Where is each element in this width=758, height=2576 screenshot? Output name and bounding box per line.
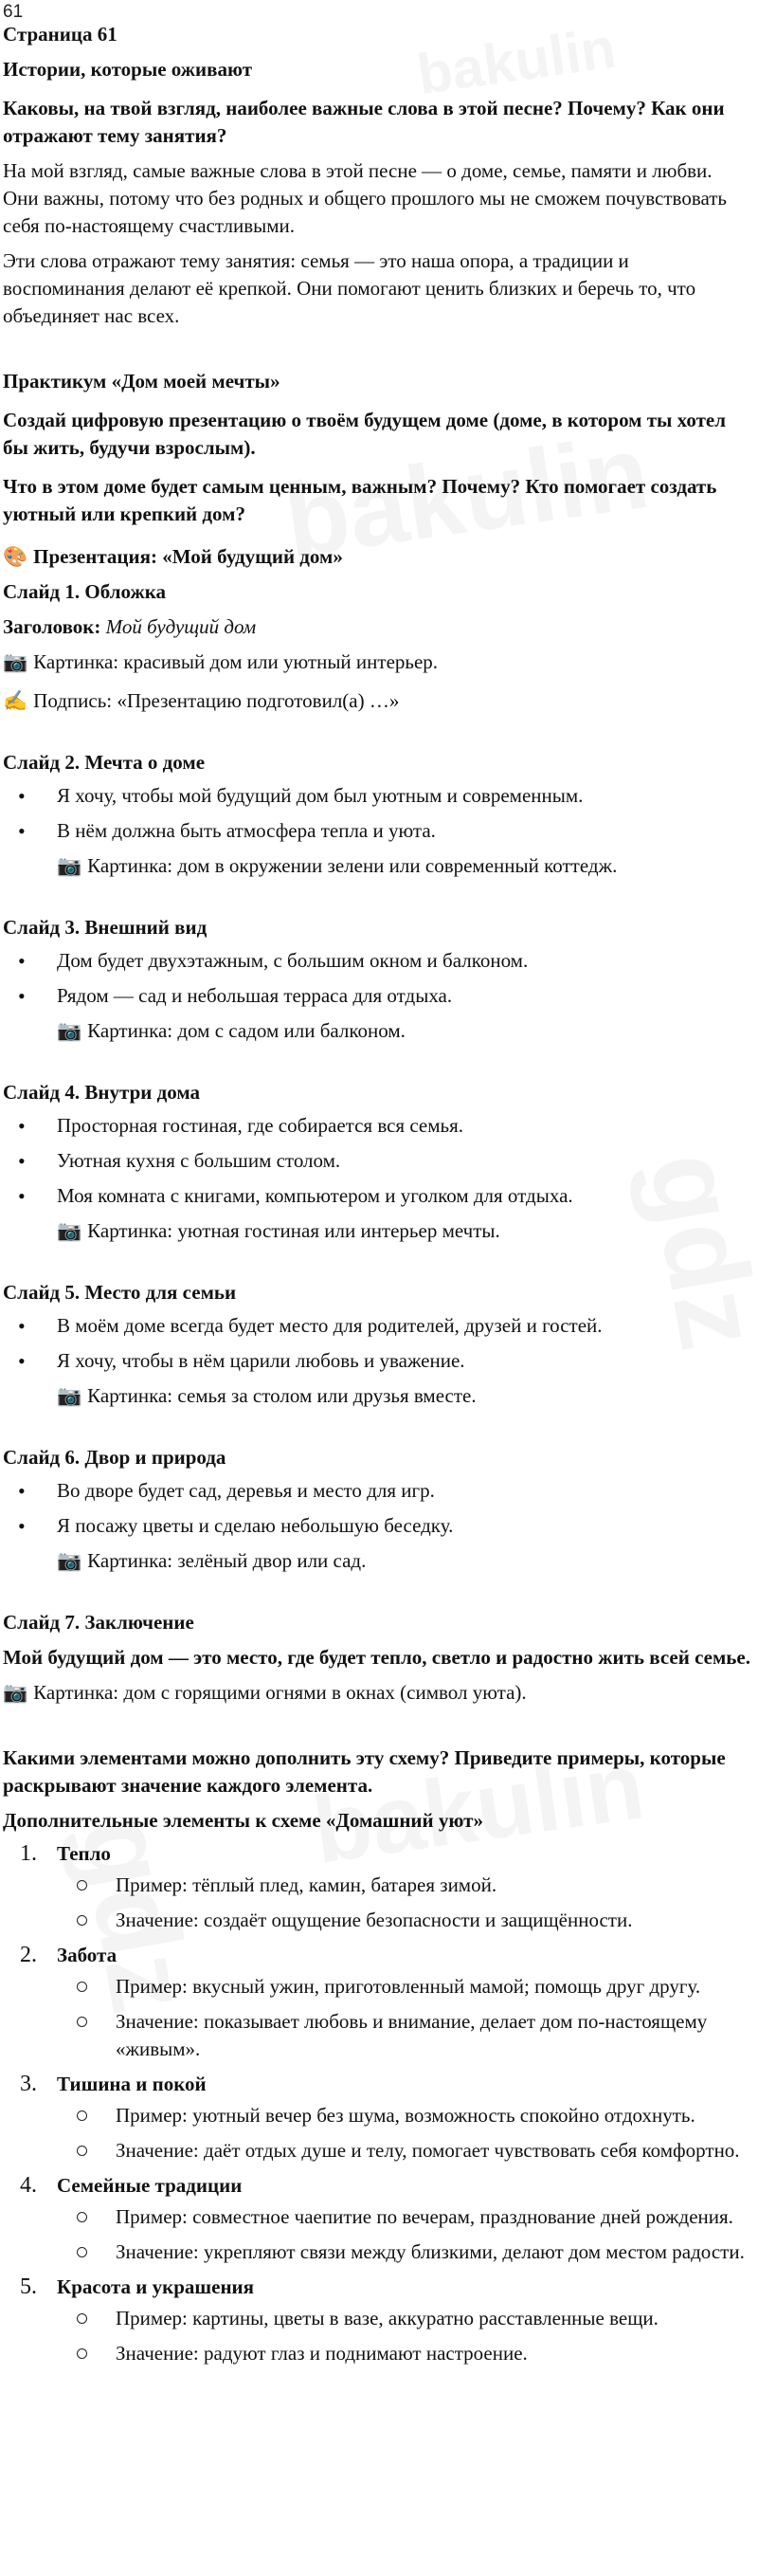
- sub-item: Значение: укрепляют связи между близкими, делают дом местом радости.: [57, 2238, 751, 2266]
- task-1: Создай цифровую презентацию о твоём будущем доме (доме, в котором ты хотел бы жить, будучи взрослым).: [3, 409, 727, 459]
- camera-icon: 📷: [3, 1681, 28, 1704]
- presentation-title: 🎨 Презентация: «Мой будущий дом»: [3, 545, 343, 568]
- slide-5-list: [3, 1312, 751, 1375]
- sub-item: Значение: радуют глаз и поднимают настроение.: [57, 2340, 751, 2367]
- sub-item: Пример: тёплый плед, камин, батарея зимой.: [57, 1872, 751, 1899]
- item-number: 1.: [20, 1841, 37, 1866]
- slide-4-title: Слайд 4. Внутри дома: [3, 1081, 201, 1104]
- slide-4-picture: 📷 Картинка: уютная гостиная или интерьер мечты.: [57, 1219, 500, 1242]
- camera-icon: 📷: [3, 650, 28, 673]
- camera-icon: 📷: [57, 1019, 82, 1042]
- slide-7-picture: 📷 Картинка: дом с горящими огнями в окнах (символ уюта).: [3, 1681, 527, 1704]
- slide-6-list: [3, 1477, 751, 1540]
- list-item: • Уютная кухня с большим столом.: [3, 1147, 751, 1175]
- camera-icon: 📷: [57, 1384, 82, 1407]
- item-number: 5.: [20, 2275, 37, 2299]
- main-content: [3, 21, 751, 2375]
- sub-item: Пример: картины, цветы в вазе, аккуратно расставленные вещи.: [57, 2305, 751, 2332]
- list-item: • Я посажу цветы и сделаю небольшую беседку.: [3, 1512, 751, 1540]
- sub-item: Пример: вкусный ужин, приготовленный мамой; помощь друг другу.: [57, 1973, 751, 2001]
- slide-1-picture: 📷 Картинка: красивый дом или уютный интерьер.: [3, 650, 439, 673]
- slide-5-picture: 📷 Картинка: семья за столом или друзья вместе.: [57, 1384, 477, 1407]
- sub-item: Пример: уютный вечер без шума, возможность спокойно отдохнуть.: [57, 2102, 751, 2129]
- answer-paragraph: Эти слова отражают тему занятия: семья — это наша опора, а традиции и воспоминания делают её крепкой. Они помогают ценить близких и беречь то, что объединяет нас всех.: [3, 249, 696, 327]
- camera-icon: 📷: [57, 1219, 82, 1242]
- sub-list: [57, 2203, 751, 2266]
- extra-elements-heading: Дополнительные элементы к схеме «Домашний уют»: [3, 1809, 483, 1832]
- sub-list: [57, 1872, 751, 1934]
- section-subheading: Истории, которые оживают: [3, 58, 253, 81]
- slide-7-statement: Мой будущий дом — это место, где будет тепло, светло и радостно жить всей семье.: [3, 1646, 750, 1669]
- sub-item: Значение: даёт отдых душе и телу, помогает чувствовать себя комфортно.: [57, 2137, 751, 2165]
- list-item: • Я хочу, чтобы мой будущий дом был уютным и современным.: [3, 782, 751, 810]
- slide-3-list: [3, 947, 751, 1010]
- slide-1-title: Слайд 1. Обложка: [3, 580, 166, 603]
- slide-2-title: Слайд 2. Мечта о доме: [3, 751, 206, 774]
- answer-paragraph: На мой взгляд, самые важные слова в этой песне — о доме, семье, памяти и любви.: [3, 159, 713, 182]
- question-2: Какими элементами можно дополнить эту схему? Приведите примеры, которые раскрывают значение каждого элемента.: [3, 1746, 726, 1797]
- camera-icon: 📷: [57, 1549, 82, 1572]
- item-title: Красота и украшения: [57, 2275, 255, 2298]
- list-item: • Я хочу, чтобы в нём царили любовь и уважение.: [3, 1347, 751, 1375]
- list-item: • Рядом — сад и небольшая терраса для отдыха.: [3, 982, 751, 1010]
- list-item: [3, 1840, 751, 1934]
- list-item: • Просторная гостиная, где собирается вся семья.: [3, 1112, 751, 1140]
- slide-3-title: Слайд 3. Внешний вид: [3, 916, 208, 939]
- item-title: Забота: [57, 1944, 117, 1966]
- sub-item: Значение: показывает любовь и внимание, делает дом по-настоящему «живым».: [57, 2008, 751, 2063]
- writing-hand-icon: ✍: [3, 689, 28, 712]
- item-number: 3.: [20, 2072, 37, 2096]
- palette-icon: 🎨: [3, 545, 28, 568]
- list-item: [3, 2071, 751, 2165]
- sub-list: [57, 2102, 751, 2165]
- question-1: Каковы, на твой взгляд, наиболее важные слова в этой песне? Почему? Как они отражают тему занятия?: [3, 97, 725, 147]
- page-heading: Страница 61: [3, 23, 117, 46]
- slide-1-heading: Заголовок: Мой будущий дом: [3, 615, 257, 638]
- sub-item: Пример: совместное чаепитие по вечерам, празднование дней рождения.: [57, 2203, 751, 2231]
- elements-list: [3, 1840, 751, 2367]
- item-title: Семейные традиции: [57, 2174, 243, 2197]
- sub-item: Значение: создаёт ощущение безопасности и защищённости.: [57, 1907, 751, 1934]
- list-item: [3, 2172, 751, 2266]
- page-number: 61: [3, 2, 24, 22]
- list-item: • В моём доме всегда будет место для родителей, друзей и гостей.: [3, 1312, 751, 1340]
- slide-2-list: [3, 782, 751, 845]
- list-item: [3, 2274, 751, 2367]
- camera-icon: 📷: [57, 854, 82, 877]
- item-number: 4.: [20, 2173, 37, 2198]
- sub-list: [57, 2305, 751, 2367]
- list-item: [3, 1942, 751, 2063]
- item-title: Тепло: [57, 1842, 111, 1865]
- slide-6-title: Слайд 6. Двор и природа: [3, 1446, 226, 1469]
- slide-6-picture: 📷 Картинка: зелёный двор или сад.: [57, 1549, 367, 1572]
- slide-1-caption: ✍ Подпись: «Презентацию подготовил(а) …»: [3, 689, 400, 712]
- practicum-heading: Практикум «Дом моей мечты»: [3, 370, 280, 393]
- task-2: Что в этом доме будет самым ценным, важным? Почему? Кто помогает создать уютный или крепкий дом?: [3, 475, 717, 525]
- list-item: • Моя комната с книгами, компьютером и уголком для отдыха.: [3, 1182, 751, 1210]
- list-item: • В нём должна быть атмосфера тепла и уюта.: [3, 817, 751, 845]
- list-item: • Во дворе будет сад, деревья и место для игр.: [3, 1477, 751, 1505]
- answer-paragraph: Они важны, потому что без родных и общего прошлого мы не сможем почувствовать себя по-настоящему счастливыми.: [3, 187, 727, 237]
- item-title: Тишина и покой: [57, 2073, 207, 2095]
- list-item: • Дом будет двухэтажным, с большим окном и балконом.: [3, 947, 751, 975]
- slide-7-title: Слайд 7. Заключение: [3, 1611, 194, 1634]
- slide-2-picture: 📷 Картинка: дом в окружении зелени или современный коттедж.: [57, 854, 618, 877]
- slide-3-picture: 📷 Картинка: дом с садом или балконом.: [57, 1019, 406, 1042]
- sub-list: [57, 1973, 751, 2063]
- slide-5-title: Слайд 5. Место для семьи: [3, 1281, 237, 1304]
- slide-4-list: [3, 1112, 751, 1210]
- item-number: 2.: [20, 1943, 37, 1967]
